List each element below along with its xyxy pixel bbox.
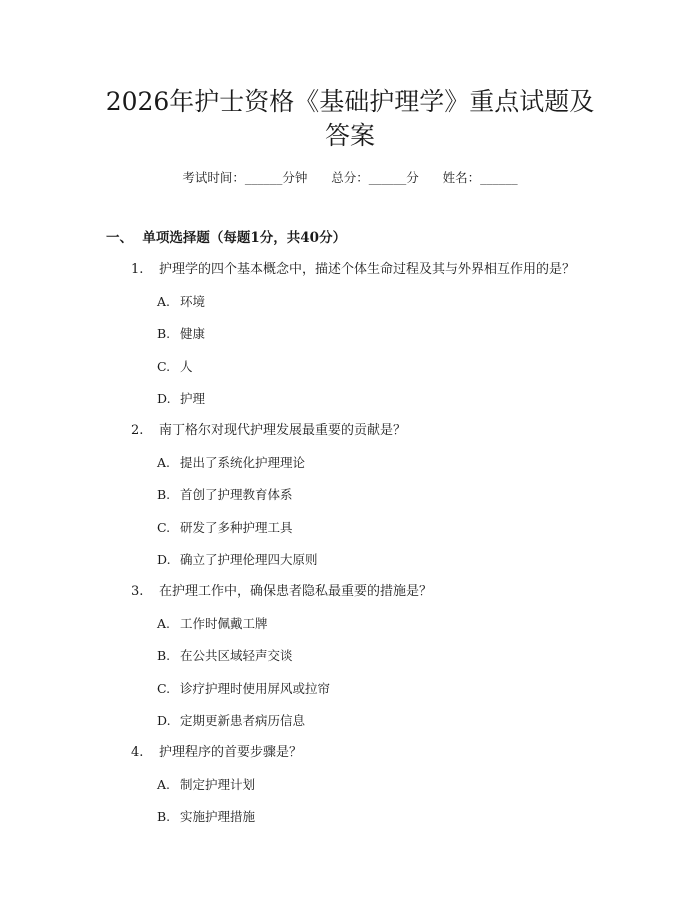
option-key: D. xyxy=(157,712,171,728)
option-item xyxy=(0,519,700,537)
question-4 xyxy=(0,744,700,762)
option-text: 实施护理措施 xyxy=(180,809,256,825)
option-item xyxy=(0,680,700,698)
option-text: 确立了护理伦理四大原则 xyxy=(180,551,318,567)
option-text: 在公共区域轻声交谈 xyxy=(180,648,293,664)
option-item xyxy=(0,325,700,343)
option-item xyxy=(0,712,700,730)
option-text: 提出了系统化护理理论 xyxy=(180,455,306,471)
option-text: 研发了多种护理工具 xyxy=(180,519,293,535)
option-text: 护理 xyxy=(180,390,206,406)
section-heading: 一、 单项选择题（每题1分，共40分） xyxy=(106,230,347,246)
option-item xyxy=(0,551,700,569)
option-key: A. xyxy=(157,616,171,632)
option-item xyxy=(0,454,700,472)
option-key: B. xyxy=(157,326,171,342)
option-key: A. xyxy=(157,294,171,310)
question-text: 在护理工作中，确保患者隐私最重要的措施是？ xyxy=(159,584,433,599)
option-text: 工作时佩戴工牌 xyxy=(180,616,268,632)
option-key: C. xyxy=(157,680,171,696)
exam-info-line: 考试时间：______分钟 总分：______分 姓名：______ xyxy=(182,170,518,185)
option-item xyxy=(0,390,700,408)
option-text: 定期更新患者病历信息 xyxy=(180,712,306,728)
option-key: C. xyxy=(157,358,171,374)
question-1 xyxy=(0,261,700,279)
option-item xyxy=(0,808,700,826)
question-text: 护理程序的首要步骤是？ xyxy=(159,745,303,760)
option-item xyxy=(0,615,700,633)
option-key: B. xyxy=(157,809,171,825)
option-key: B. xyxy=(157,648,171,664)
question-text: 南丁格尔对现代护理发展最重要的贡献是？ xyxy=(159,423,407,438)
option-key: D. xyxy=(157,390,171,406)
question-number: 1. xyxy=(131,262,144,277)
option-key: A. xyxy=(157,455,171,471)
option-item xyxy=(0,293,700,311)
option-item xyxy=(0,647,700,665)
page-title-line-2: 答案 xyxy=(324,121,375,150)
option-text: 首创了护理教育体系 xyxy=(180,487,293,503)
option-text: 环境 xyxy=(180,294,206,310)
question-3 xyxy=(0,583,700,601)
option-key: A. xyxy=(157,777,171,793)
option-key: C. xyxy=(157,519,171,535)
question-number: 4. xyxy=(131,745,144,760)
option-key: B. xyxy=(157,487,171,503)
option-item xyxy=(0,358,700,376)
option-key: D. xyxy=(157,551,171,567)
option-text: 健康 xyxy=(180,326,206,342)
question-2 xyxy=(0,422,700,440)
question-number: 2. xyxy=(131,423,144,438)
option-item xyxy=(0,486,700,504)
option-text: 制定护理计划 xyxy=(180,777,256,793)
option-text: 人 xyxy=(180,358,193,374)
option-text: 诊疗护理时使用屏风或拉帘 xyxy=(180,680,331,696)
question-text: 护理学的四个基本概念中，描述个体生命过程及其与外界相互作用的是？ xyxy=(159,262,576,277)
option-item xyxy=(0,776,700,794)
question-number: 3. xyxy=(131,584,144,599)
page-title-line-1: 2026年护士资格《基础护理学》重点试题及 xyxy=(105,87,595,116)
